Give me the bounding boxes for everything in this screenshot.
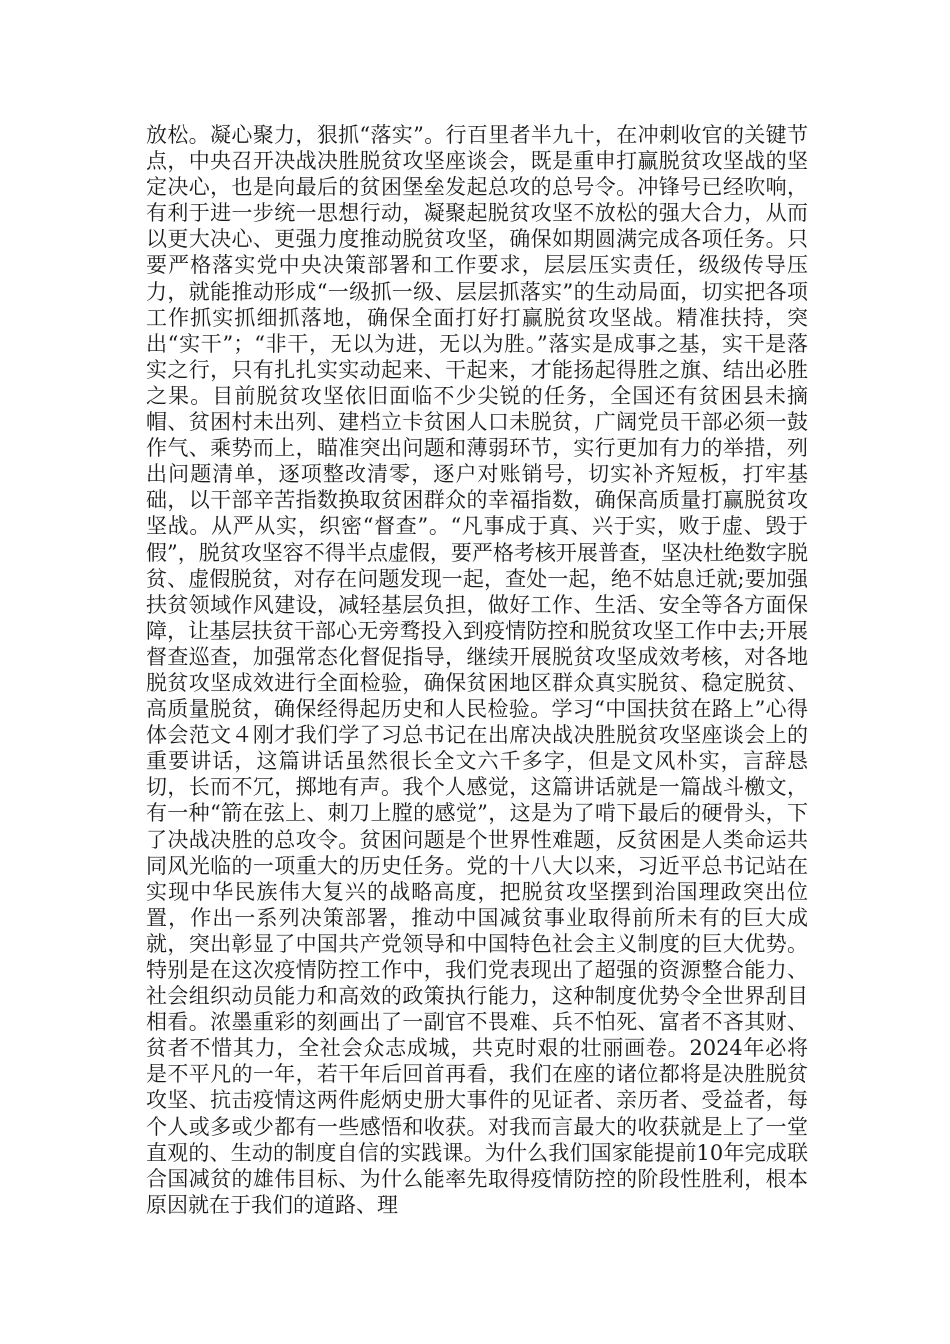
body-paragraph: 放松。凝心聚力，狠抓“落实”。行百里者半九十，在冲刺收官的关键节点，中央召开决战决胜脱贫攻坚座谈会，既是重申打赢脱贫攻坚战的坚定决心，也是向最后的贫困堡垒发起总攻的总号令。冲锋号已经吹响，有利于进一步统一思想行动，凝聚起脱贫攻坚不放松的强大合力，从而以更大决心、更强力度推动脱贫攻坚，确保如期圆满完成各项任务。只要严格落实党中央决策部署和工作要求，层层压实责任，级级传导压力，就能推动形成“一级抓一级、层层抓落实”的生动局面，切实把各项工作抓实抓细抓落地，确保全面打好打赢脱贫攻坚战。精准扶持，突出“实干”；“非干，无以为进，无以为胜。”落实是成事之基，实干是落实之行，只有扎扎实实动起来、干起来，才能扬起得胜之旗、结出必胜之果。目前脱贫攻坚依旧面临不少尖锐的任务，全国还有贫困县未摘帽、贫困村未出列、建档立卡贫困人口未脱贫，广阔党员干部必须一鼓作气、乘势而上，瞄准突出问题和薄弱环节，实行更加有力的举措，列出问题清单，逐项整改清零，逐户对账销号，切实补齐短板，打牢基础，以干部辛苦指数换取贫困群众的幸福指数，确保高质量打赢脱贫攻坚战。从严从实，织密“督查”。“凡事成于真、兴于实，败于虚、毁于假”，脱贫攻坚容不得半点虚假，要严格考核开展普查，坚决杜绝数字脱贫、虚假脱贫，对存在问题发现一起，查处一起，绝不姑息迁就;要加强扶贫领域作风建设，减轻基层负担，做好工作、生活、安全等各方面保障，让基层扶贫干部心无旁骛投入到疫情防控和脱贫攻坚工作中去;开展督查巡查，加强常态化督促指导，继续开展脱贫攻坚成效考核，对各地脱贫攻坚成效进行全面检验，确保贫困地区群众真实脱贫、稳定脱贫、高质量脱贫，确保经得起历史和人民检验。学习“中国扶贫在路上”心得体会范文４刚才我们学了习总书记在出席决战决胜脱贫攻坚座谈会上的重要讲话，这篇讲话虽然很长全文六千多字，但是文风朴实，言辞恳切，长而不冗，掷地有声。我个人感觉，这篇讲话就是一篇战斗檄文，有一种“箭在弦上、刺刀上膛的感觉”，这是为了啃下最后的硬骨头，下了决战决胜的总攻令。贫困问题是个世界性难题，反贫困是人类命运共同风光临的一项重大的历史任务。党的十八大以来，习近平总书记站在实现中华民族伟大复兴的战略高度，把脱贫攻坚摆到治国理政突出位置，作出一系列决策部署，推动中国减贫事业取得前所未有的巨大成就，突出彰显了中国共产党领导和中国特色社会主义制度的巨大优势。特别是在这次疫情防控工作中，我们党表现出了超强的资源整合能力、社会组织动员能力和高效的政策执行能力，这种制度优势令全世界刮目相看。浓墨重彩的刻画出了一副官不畏难、兵不怕死、富者不吝其财、贫者不惜其力，全社会众志成城，共克时艰的壮丽画卷。2024年必将是不平凡的一年，若干年后回首再看，我们在座的诸位都将是决胜脱贫攻坚、抗击疫情这两件彪炳史册大事件的见证者、亲历者、受益者，每个人或多或少都有一些感悟和收获。对我而言最大的收获就是上了一堂直观的、生动的制度自信的实践课。为什么我们国家能提前10年完成联合国减贫的雄伟目标、为什么能率先取得疫情防控的阶段性胜利，根本原因就在于我们的道路、理	[146, 123, 808, 1217]
document-page	[146, 122, 808, 1218]
